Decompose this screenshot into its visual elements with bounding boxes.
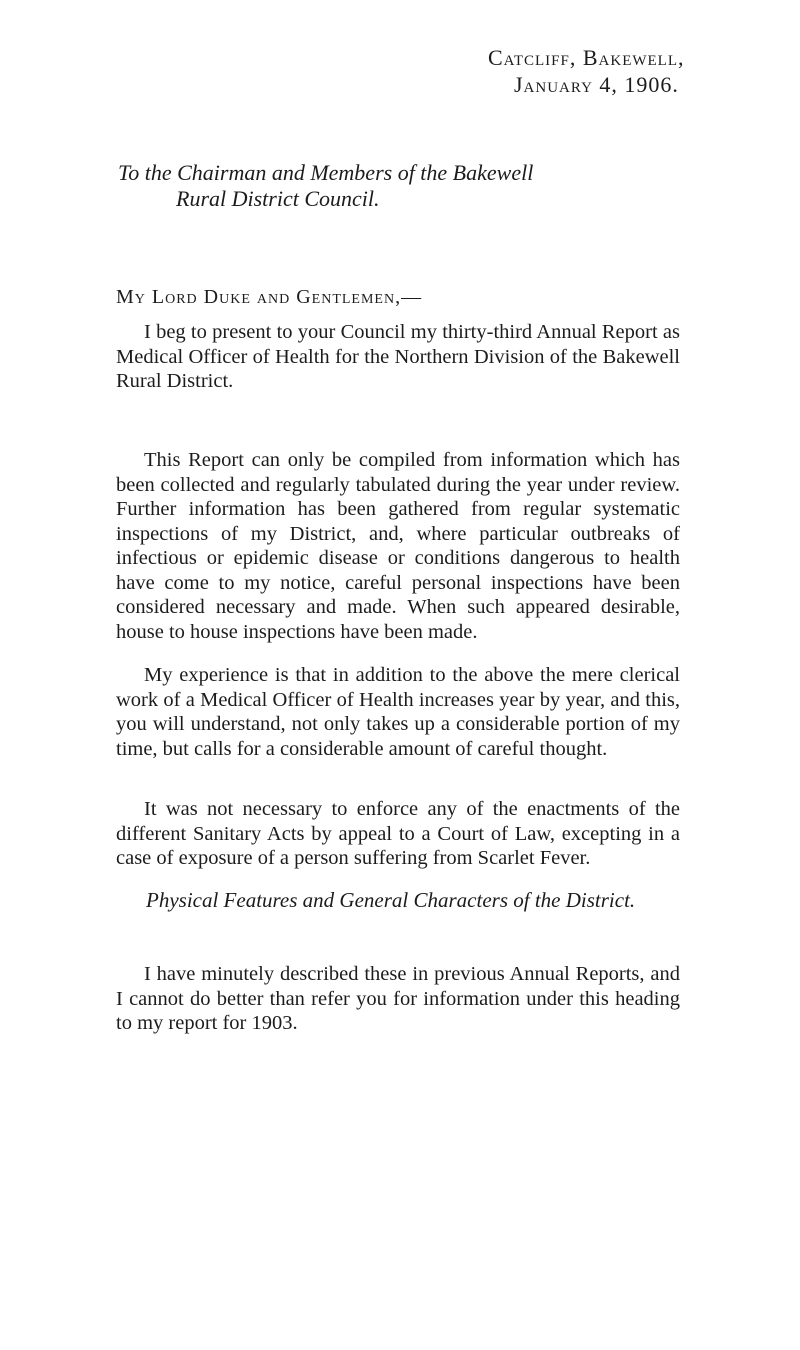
letter-greeting: My Lord Duke and Gentlemen,— [116,286,423,308]
addressee-line-2: Rural District Council. [176,186,380,211]
paragraph-compilation: This Report can only be compiled from information which has been collected and regularly tabulated during the year under review. Further information has been gathered from regular systematic inspections of my District, and, where particular outbreaks of infectious or epidemic disease or conditions dangerous to health have come to my notice, careful personal inspections have been considered necessary and made. When such appeared desirable, house to house inspections have been made. [116,449,680,643]
address-date: January 4, 1906. [514,72,679,97]
paragraph-physical-features: I have minutely described these in previous Annual Reports, and I cannot do better than refer you for information under this heading to my report for 1903. [116,963,680,1034]
paragraph-experience: My experience is that in addition to the above the mere clerical work of a Medical Officer of Health increases year by year, and this, you will understand, not only takes up a considerable portion of my time, but calls for a considerable amount of careful thought. [116,664,680,760]
addressee-line-1: To the Chairman and Members of the Bakewell [118,160,534,185]
paragraph-introduction: I beg to present to your Council my thirty-third Annual Report as Medical Officer of Health for the Northern Division of the Bakewell Rural District. [116,321,680,392]
address-place: Catcliff, Bakewell, [488,45,685,70]
section-heading: Physical Features and General Characters of the District. [146,888,636,912]
paragraph-enforcement: It was not necessary to enforce any of the enactments of the different Sanitary Acts by appeal to a Court of Law, excepting in a case of exposure of a person suffering from Scarlet Fever. [116,798,680,869]
letter-address [488,44,685,98]
letter-addressee [118,160,533,212]
